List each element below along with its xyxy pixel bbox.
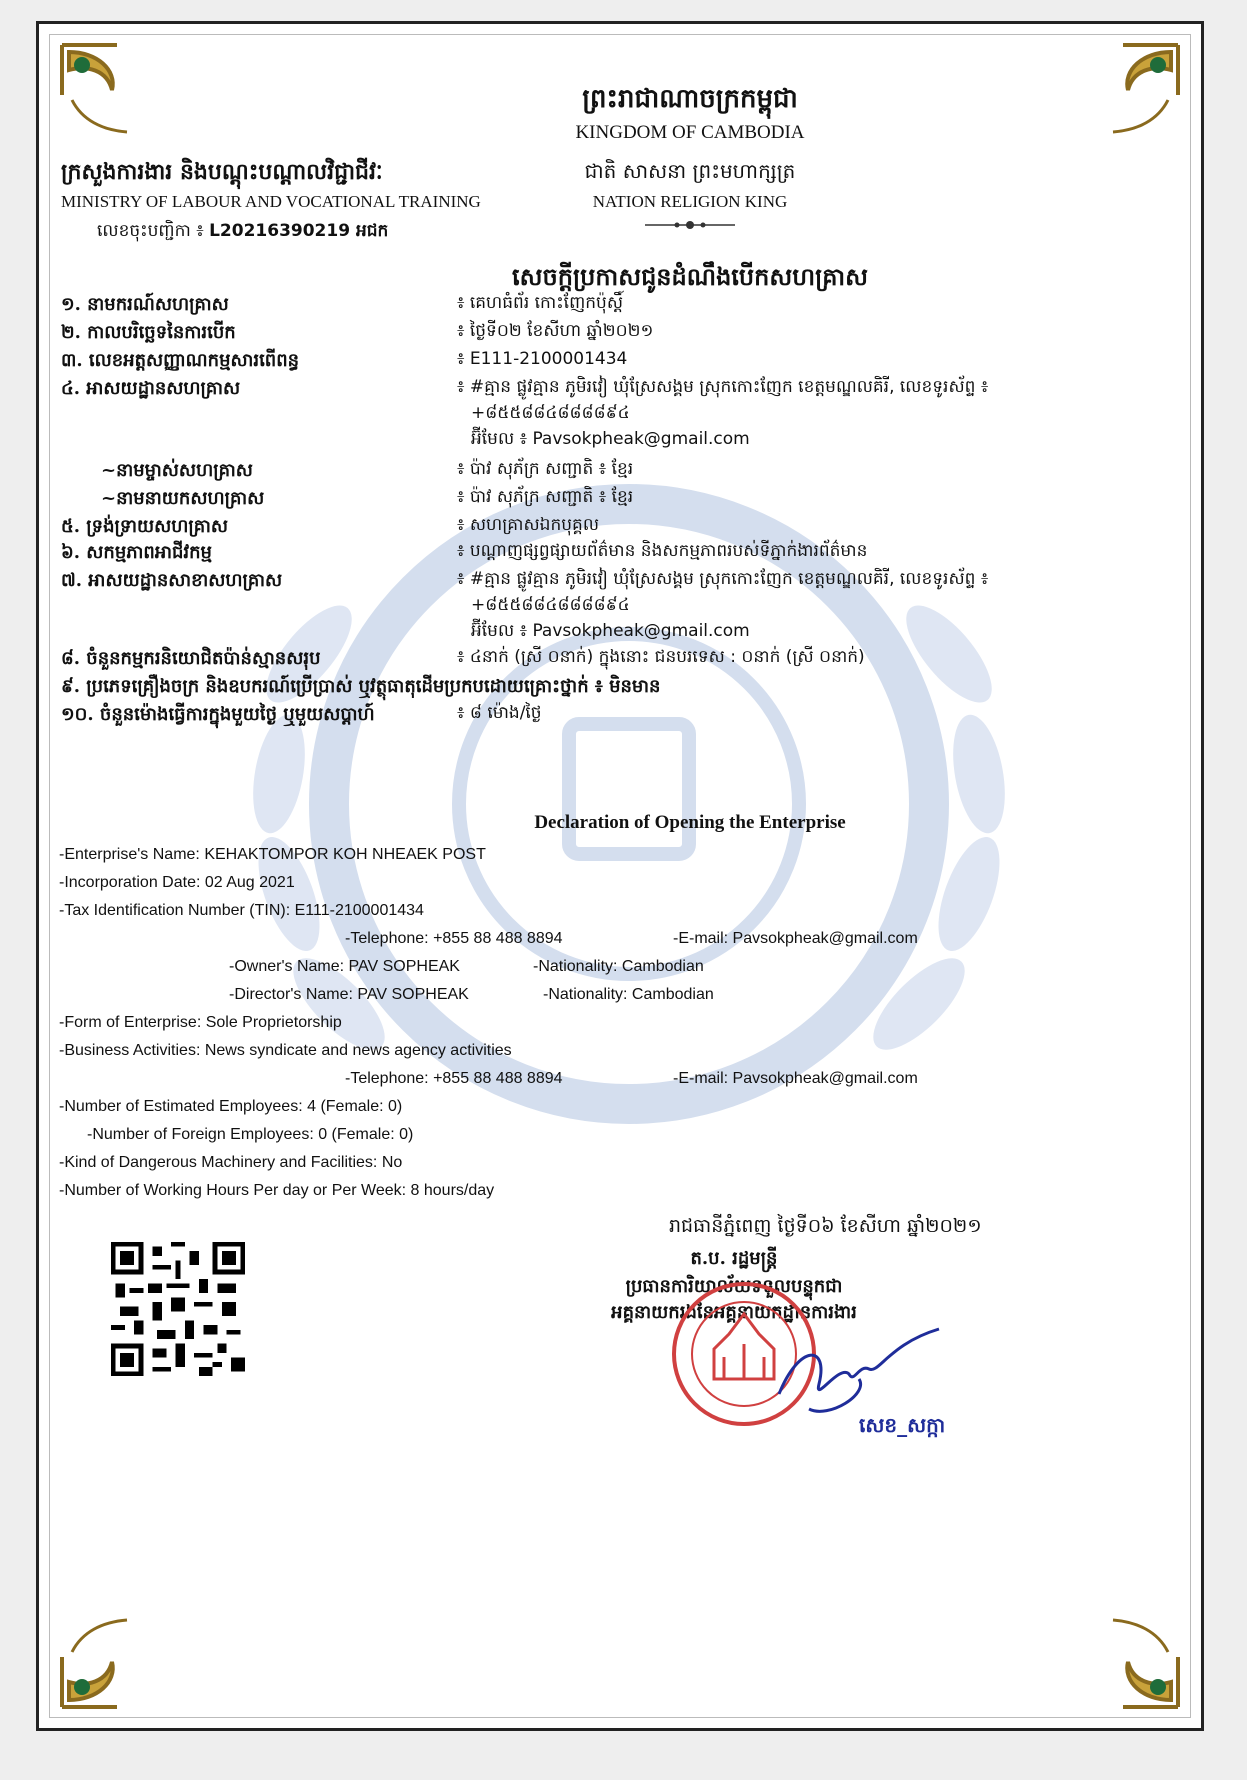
en-branch-telephone: -Telephone: +855 88 488 8894 [345,1070,563,1087]
kh-field-value: ៖ សហគ្រាសឯកបុគ្គល [457,515,600,535]
signature-mark-icon [769,1324,949,1424]
motto-kh: ជាតិ សាសនា ព្រះមហាក្សត្រ [584,159,796,183]
en-machinery: -Kind of Dangerous Machinery and Facilities: No [59,1154,403,1171]
registration [97,220,388,245]
kh-field-label: ~នាមនាយកសហគ្រាស [101,488,265,509]
en-enterprise-name: -Enterprise's Name: KEHAKTOMPOR KOH NHEAEK POST [59,846,486,863]
kh-field-value: ៖ #គ្មាន ផ្លូវគ្មាន ភូមិរវៀ ឃុំស្រែសង្គម ស្រុកកោះញែក ខេត្តមណ្ឌលគិរី, លេខទូរស័ព្ទ ៖ [457,377,989,397]
kh-field-label: ៧. អាសយដ្ឋានសាខាសហគ្រាស [61,570,283,591]
kh-field-email: អ៊ីមែល ៖ Pavsokpheak@gmail.com [471,621,750,641]
registration-number: L20216390219 អជក [209,221,389,241]
en-form: -Form of Enterprise: Sole Proprietorship [59,1014,342,1031]
kh-field-label: ~នាមម្ចាស់សហគ្រាស [101,460,253,481]
qr-code-icon[interactable] [111,1242,245,1376]
en-director-nationality: -Nationality: Cambodian [543,986,714,1003]
en-director-name: -Director's Name: PAV SOPHEAK [229,986,469,1003]
en-telephone: -Telephone: +855 88 488 8894 [345,930,563,947]
kh-field-value: ៖ ប៉ាវ សុភ័ក្រ សញ្ជាតិ ៖ ខ្មែរ [457,487,634,507]
kh-field-phone: +៨៥៥៨៨៤៨៨៨៨៩៤ [471,403,630,423]
en-owner-nationality: -Nationality: Cambodian [533,958,704,975]
en-hours: -Number of Working Hours Per day or Per Week: 8 hours/day [59,1182,495,1199]
kh-field-label: ១. នាមករណ៍សហគ្រាស [61,294,229,315]
kh-field-label: ៨. ចំនួនកម្មករនិយោជិតប៉ាន់ស្មានសរុប [61,648,321,669]
document-title-en: Declaration of Opening the Enterprise [534,812,846,833]
ornament-corner-icon [1063,1602,1183,1712]
kh-field-value: ៖ E111-2100001434 [457,349,628,369]
ornament-corner-icon [57,1602,177,1712]
divider-ornament-icon [645,218,735,232]
kh-field-value: ៖ ៨ ម៉ោង/ថ្ងៃ [457,703,542,723]
kh-field-label: ៥. ទ្រង់ទ្រាយសហគ្រាស [61,516,229,537]
kingdom-kh: ព្រះរាជាណាចក្រកម្ពុជា [582,84,798,114]
certificate-page [36,21,1204,1731]
on-behalf: ត.ប. រដ្ឋមន្ត្រី [690,1248,778,1269]
en-foreign-employees: -Number of Foreign Employees: 0 (Female: 0) [87,1126,414,1143]
kh-field-phone: +៨៥៥៨៨៤៨៨៨៨៩៤ [471,595,630,615]
ministry-kh: ក្រសួងការងារ និងបណ្តុះបណ្តាលវិជ្ជាជីវៈ [61,159,383,185]
motto-en: NATION RELIGION KING [592,192,788,211]
en-tin: -Tax Identification Number (TIN): E111-2100001434 [59,902,424,919]
en-activities: -Business Activities: News syndicate and news agency activities [59,1042,512,1059]
official-title-2: អគ្គនាយករងនៃអគ្គនាយកដ្ឋានការងារ [611,1302,857,1323]
en-branch-email: -E-mail: Pavsokpheak@gmail.com [673,1070,918,1087]
en-incorporation-date: -Incorporation Date: 02 Aug 2021 [59,874,295,891]
watermark-emblem-icon [219,394,1039,1214]
kh-field-value: ៖ ៤នាក់ (ស្រី ០នាក់) ក្នុងនោះ ជនបរទេស : ០នាក់ (ស្រី ០នាក់) [457,647,865,667]
en-email: -E-mail: Pavsokpheak@gmail.com [673,930,918,947]
kingdom-en: KINGDOM OF CAMBODIA [575,122,805,143]
document-title-kh: សេចក្តីប្រកាសជូនដំណឹងបើកសហគ្រាស [512,262,868,291]
en-owner-name: -Owner's Name: PAV SOPHEAK [229,958,460,975]
kh-field-label: ៤. អាសយដ្ឋានសហគ្រាស [61,378,241,399]
kh-field-label: ៩. ប្រភេទគ្រឿងចក្រ និងឧបករណ៍ប្រើប្រាស់ ឬវត្ថុធាតុដើមប្រកបដោយគ្រោះថ្នាក់ ៖ មិនមាន [61,676,661,697]
kh-field-value: ៖ បណ្តាញផ្សព្វផ្សាយព័ត៌មាន និងសកម្មភាពរបស់ទីភ្នាក់ងារព័ត៌មាន [457,541,868,561]
kh-field-label: ៣. លេខអត្តសញ្ញាណកម្មសារពើពន្ធ [61,350,300,371]
kh-field-email: អ៊ីមែល ៖ Pavsokpheak@gmail.com [471,429,750,449]
en-employees: -Number of Estimated Employees: 4 (Female: 0) [59,1098,403,1115]
kh-field-label: ១០. ចំនួនម៉ោងធ្វើការក្នុងមួយថ្ងៃ ឬមួយសប្តាហ៍ [61,704,375,725]
kh-field-value: ៖ ប៉ាវ សុភ័ក្រ សញ្ជាតិ ៖ ខ្មែរ [457,459,634,479]
ministry-en: MINISTRY OF LABOUR AND VOCATIONAL TRAINING [61,192,481,211]
place-date: រាជធានីភ្នំពេញ ថ្ងៃទី០៦ ខែសីហា ឆ្នាំ២០២១ [669,1215,982,1237]
signatory-name: សេខ_សក្កា [859,1413,946,1437]
registration-label: លេខចុះបញ្ជិកា ៖ [97,221,204,241]
official-title-1: ប្រធានការិយាល័យទទួលបន្ទុកជា [625,1276,843,1297]
kh-field-label: ២. កាលបរិច្ឆេទនៃការបើក [61,322,236,343]
kh-field-label: ៦. សកម្មភាពអាជីវកម្ម [61,542,212,563]
kh-field-value: ៖ គេហធំព័រ កោះញែកប៉ុស្តិ៍ [457,293,624,313]
kh-field-value: ៖ #គ្មាន ផ្លូវគ្មាន ភូមិរវៀ ឃុំស្រែសង្គម ស្រុកកោះញែក ខេត្តមណ្ឌលគិរី, លេខទូរស័ព្ទ ៖ [457,569,989,589]
kh-field-value: ៖ ថ្ងៃទី០២ ខែសីហា ឆ្នាំ២០២១ [457,321,654,341]
